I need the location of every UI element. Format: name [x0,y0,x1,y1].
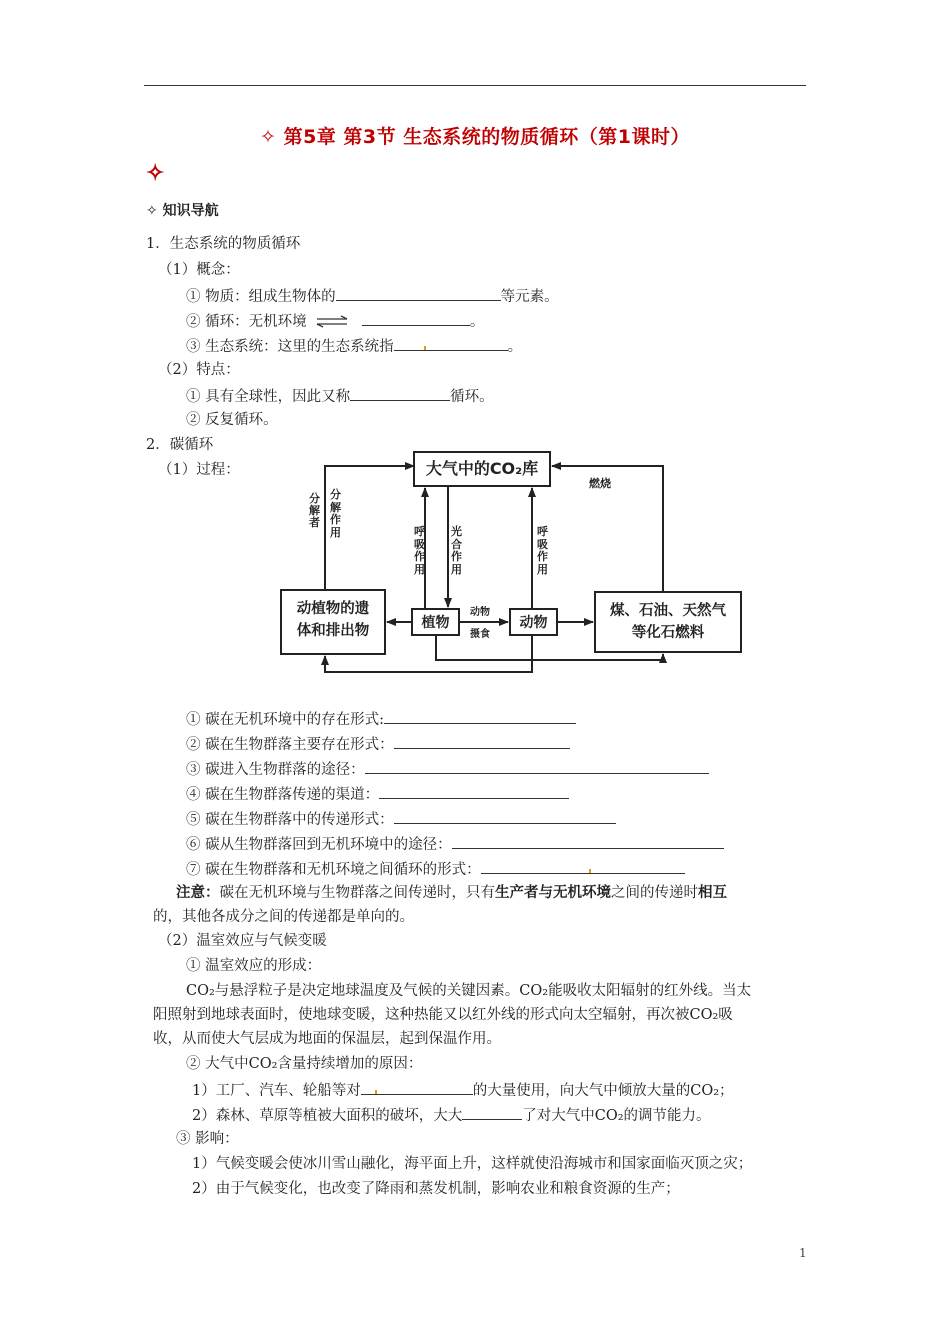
answer-blank[interactable] [361,1079,473,1095]
remains-label-line2: 体和排出物 [296,623,370,639]
feature-global-text: ① 具有全球性，因此又称 [186,389,351,405]
sec2-heading: 2．碳循环 [146,437,214,453]
question-text: ② 碳在生物群落主要存在形式： [186,737,394,753]
co2-pool-label: 大气中的CO₂库 [425,459,539,478]
impact-heading: ③ 影响： [176,1131,239,1147]
question-text: ① 碳在无机环境中的存在形式: [186,712,384,728]
question-6 [186,833,724,855]
animal-label: 动物 [519,615,548,631]
reversible-arrow-icon [315,315,349,329]
answer-blank[interactable] [379,783,569,799]
nav-heading: ✧ 知识导航 [146,203,219,219]
cause-2-tail: 了对大气中CO₂的调节能力。 [522,1108,711,1124]
plant-respiration-label: 呼吸作用 [414,525,425,576]
feature-repeat: ② 反复循环。 [186,412,278,428]
page-number: 1 [799,1246,807,1260]
answer-blank[interactable] [452,833,724,849]
animal-respiration-label: 呼吸作用 [537,525,548,576]
sec1-heading: 1．生态系统的物质循环 [146,236,301,252]
remains-label [281,598,385,642]
burning-label: 燃烧 [589,477,611,490]
sec2-process: （1）过程： [158,462,240,478]
sec1-concept: （1）概念： [158,262,240,278]
question-4 [186,783,569,805]
cause-1-tail: 的大量使用，向大气中倾放大量的CO₂； [472,1083,734,1099]
title-diamond-mark: ✧ [146,160,165,186]
feature-global [186,385,494,407]
cause-1-text: 1）工厂、汽车、轮船等对 [192,1083,361,1099]
decomposition-label: 分解作用 [330,488,341,539]
answer-blank[interactable] [394,733,570,749]
note-text-1: 碳在无机环境与生物群落之间传递时，只有 [219,885,495,901]
answer-blank[interactable] [394,808,616,824]
photosynthesis-label: 光合作用 [451,525,462,576]
answer-blank[interactable] [384,708,576,724]
question-2 [186,733,570,755]
greenhouse-heading: （2）温室效应与气候变暖 [158,933,327,949]
concept-cycle-text: ② 循环：无机环境 [186,314,307,330]
concept-ecosystem-text: ③ 生态系统：这里的生态系统指 [186,339,394,355]
concept-material-text: ① 物质：组成生物体的 [186,289,336,305]
co2-increase-heading: ② 大气中CO₂含量持续增加的原因： [186,1056,423,1072]
greenhouse-para-3: 收，从而使大气层成为地面的保温层，起到保温作用。 [153,1031,501,1047]
answer-blank[interactable] [394,335,508,351]
cause-1 [192,1079,734,1101]
feature-global-tail: 循环。 [450,389,494,405]
fossil-label-line2: 等化石燃料 [631,625,705,641]
page-title: ✧ 第5章 第3节 生态系统的物质循环（第1课时） [260,126,690,148]
concept-material [186,285,559,307]
answer-blank[interactable] [365,758,709,774]
cause-2 [192,1104,711,1126]
question-text: ④ 碳在生物群落传递的渠道： [186,787,380,803]
question-1 [186,708,576,730]
answer-blank[interactable] [336,285,501,301]
question-7 [186,858,685,880]
note-text-2: 之间的传递时 [611,885,698,901]
remains-label-line1: 动植物的遗 [296,601,370,617]
header-rule [144,85,806,86]
greenhouse-formation: ① 温室效应的形成： [186,958,322,974]
concept-material-tail: 等元素。 [500,289,559,305]
concept-cycle-tail: 。 [469,314,485,330]
greenhouse-para-2: 阳照射到地球表面时，使地球变暖，这种热能又以红外线的形式向太空辐射，再次被CO₂吸 [153,1007,733,1023]
fossil-label-line1: 煤、石油、天然气 [610,603,726,619]
eat-label-2: 摄食 [470,629,490,640]
sec1-features: （2）特点： [158,362,240,378]
question-3 [186,758,709,780]
greenhouse-para-1: CO₂与悬浮粒子是决定地球温度及气候的关键因素。CO₂能吸收太阳辐射的红外线。当太 [186,983,752,999]
question-text: ⑦ 碳在生物群落和无机环境之间循环的形式： [186,862,481,878]
note-line-1 [176,883,727,903]
concept-ecosystem-tail: 。 [507,339,523,355]
impact-2: 2）由于气候变化，也改变了降雨和蒸发机制，影响农业和粮食资源的生产； [192,1181,680,1197]
decomposer-label: 分解者 [309,492,320,529]
answer-blank[interactable] [350,385,450,401]
concept-cycle [186,310,484,332]
question-text: ⑥ 碳从生物群落回到无机环境中的途径： [186,837,452,853]
note-emph-1: 生产者与无机环境 [495,884,611,901]
answer-blank[interactable] [481,858,685,874]
fossil-fuel-label [595,600,741,644]
question-5 [186,808,616,830]
answer-blank[interactable] [362,310,470,326]
question-text: ⑤ 碳在生物群落中的传递形式： [186,812,394,828]
question-text: ③ 碳进入生物群落的途径： [186,762,365,778]
eat-label-1: 动物 [470,607,490,618]
impact-1: 1）气候变暖会使冰川雪山融化，海平面上升，这样就使沿海城市和国家面临灭顶之灾； [192,1156,753,1172]
answer-blank[interactable] [462,1104,522,1120]
note-line-2: 的，其他各成分之间的传递都是单向的。 [153,909,414,925]
plant-label: 植物 [421,615,450,631]
note-label: 注意： [176,884,220,901]
concept-ecosystem [186,335,522,357]
cause-2-text: 2）森林、草原等植被大面积的破坏，大大 [192,1108,463,1124]
note-emph-2: 相互 [698,884,727,901]
